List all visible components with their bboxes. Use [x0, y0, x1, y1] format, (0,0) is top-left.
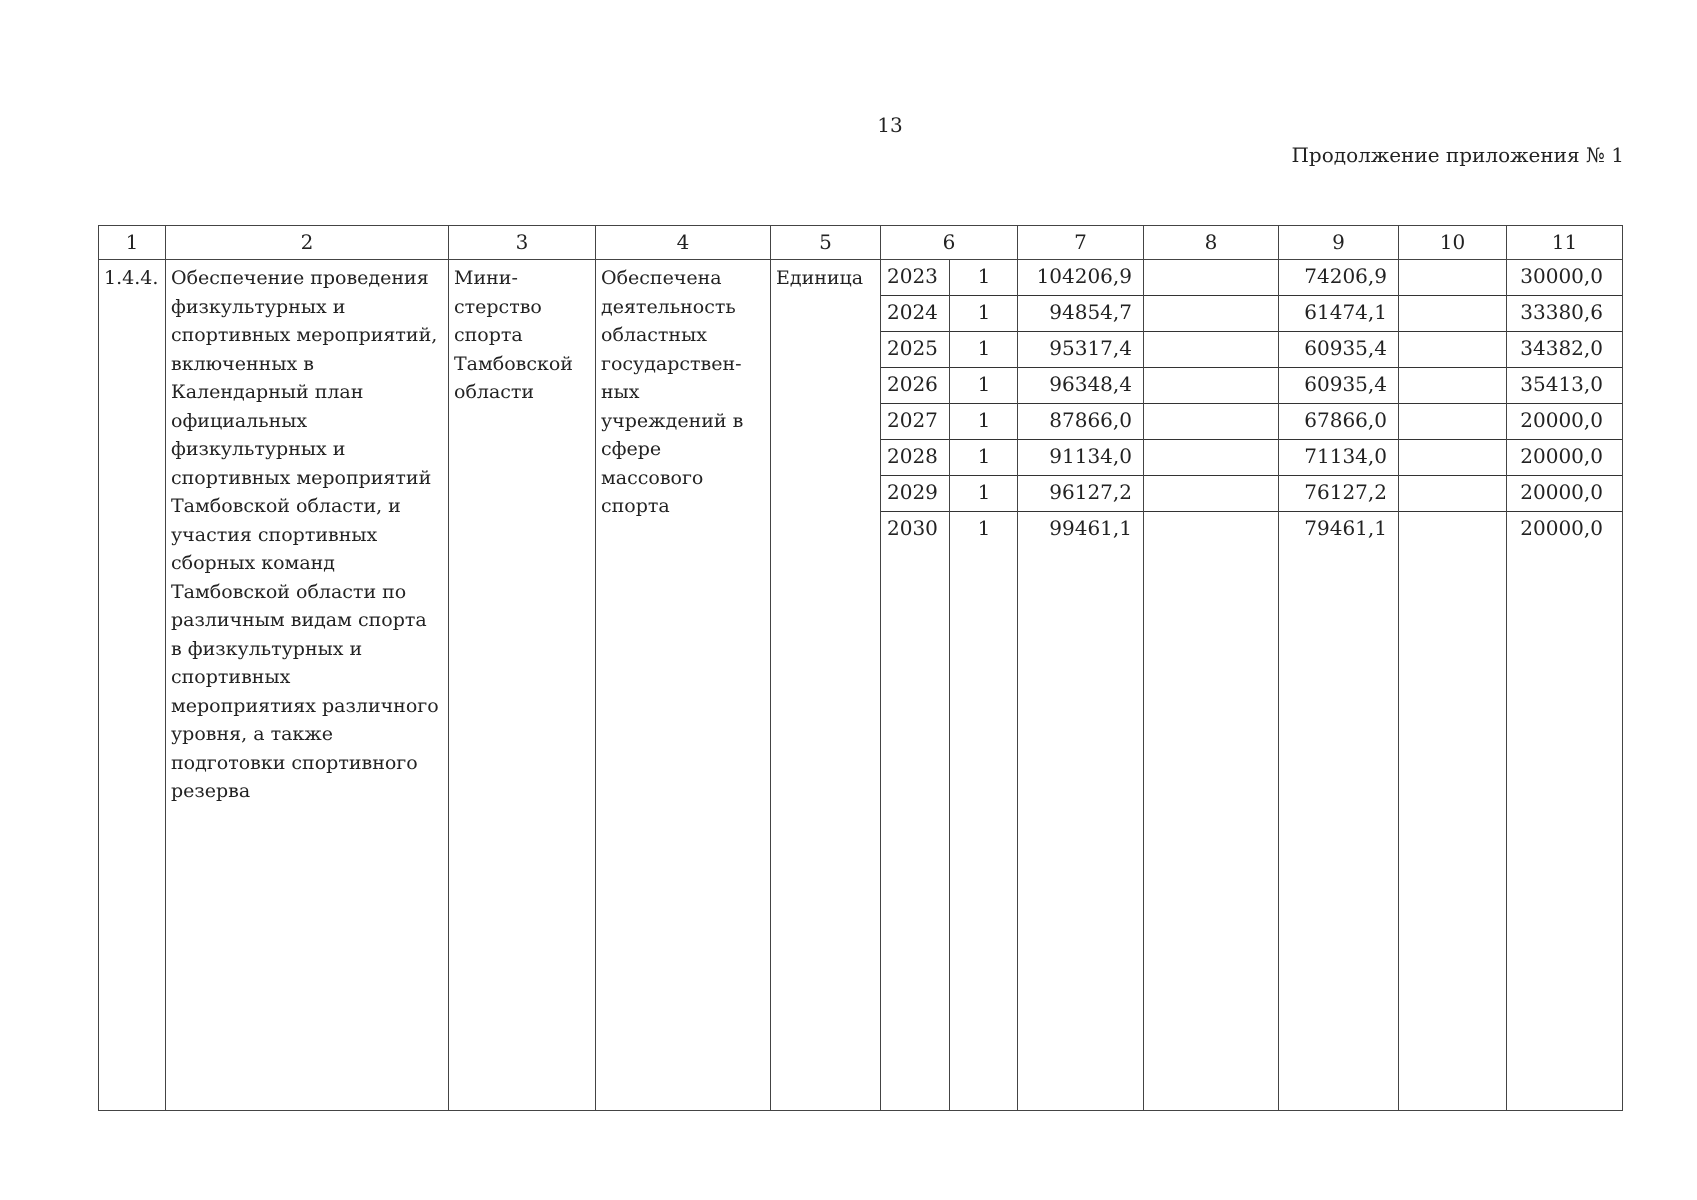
col7-value: 96127,2 [1018, 476, 1144, 512]
col11-value: 20000,0 [1507, 404, 1623, 440]
count-value: 1 [950, 332, 1018, 368]
row-number-cell [99, 260, 166, 1111]
unit-text: Единица [776, 267, 864, 289]
executor-cell [449, 260, 596, 1111]
col8-value [1144, 512, 1279, 547]
col7-value: 96348,4 [1018, 368, 1144, 404]
col8-value [1144, 476, 1279, 512]
col8-value [1144, 368, 1279, 404]
col11-value: 20000,0 [1520, 516, 1603, 540]
count-value: 1 [950, 404, 1018, 440]
year-value: 2029 [881, 476, 950, 512]
measure-text: Обеспечение проведения физкультурных и спортивных мероприятий, включенных в Календарный план официальных физкультурных и спортивных мероприятий Тамбовской области, и участия спортивных сборных команд Тамбовской области по различным видам спорта в физкультурных и спортивных мероприятиях различного уровня, а также подготовки спортивного резерва [171, 267, 439, 802]
col7-value: 87866,0 [1018, 404, 1144, 440]
year-value: 2028 [881, 440, 950, 476]
column-header: 3 [449, 226, 596, 260]
col11-value: 20000,0 [1507, 440, 1623, 476]
count-value: 1 [950, 440, 1018, 476]
col8-value [1144, 260, 1279, 296]
col10-value [1399, 368, 1507, 404]
year-value: 2027 [881, 404, 950, 440]
col8-value [1144, 332, 1279, 368]
column-header: 7 [1018, 226, 1144, 260]
year-value: 2030 [887, 516, 938, 540]
count-value: 1 [950, 260, 1018, 296]
table-row [99, 260, 1623, 1111]
column-header: 6 [881, 226, 1018, 260]
col9-value: 60935,4 [1279, 368, 1399, 404]
unit-cell [771, 260, 881, 1111]
column-header: 4 [596, 226, 771, 260]
column-header: 5 [771, 226, 881, 260]
col8-value [1144, 404, 1279, 440]
col11-value: 20000,0 [1507, 476, 1623, 512]
page-number: 13 [877, 113, 903, 137]
col9-value: 61474,1 [1279, 296, 1399, 332]
count-column [950, 260, 1018, 1111]
col9-column [1279, 260, 1399, 1111]
result-text: Обеспечена деятельность областных государствен- ных учреждений в сфере массового спорта [601, 267, 744, 517]
col10-value [1399, 476, 1507, 512]
count-value: 1 [950, 368, 1018, 404]
col9-value: 74206,9 [1279, 260, 1399, 296]
col11-value: 33380,6 [1507, 296, 1623, 332]
column-header: 2 [166, 226, 449, 260]
col10-value [1399, 404, 1507, 440]
col9-value: 71134,0 [1279, 440, 1399, 476]
col9-value: 60935,4 [1279, 332, 1399, 368]
col8-value [1144, 296, 1279, 332]
col11-column [1507, 260, 1623, 1111]
col9-value: 79461,1 [1304, 516, 1387, 540]
year-column [881, 260, 950, 1111]
column-header: 9 [1279, 226, 1399, 260]
year-value: 2024 [881, 296, 950, 332]
col7-value: 104206,9 [1018, 260, 1144, 296]
row-number: 1.4.4. [104, 267, 159, 289]
column-header: 8 [1144, 226, 1279, 260]
col9-value: 67866,0 [1279, 404, 1399, 440]
col7-value: 91134,0 [1018, 440, 1144, 476]
executor-text: Мини- стерство спорта Тамбовской области [454, 267, 573, 403]
year-value: 2023 [881, 260, 950, 296]
col7-value: 99461,1 [1049, 516, 1132, 540]
col11-value: 34382,0 [1507, 332, 1623, 368]
col11-value: 35413,0 [1507, 368, 1623, 404]
count-value: 1 [977, 516, 991, 540]
col7-value: 94854,7 [1018, 296, 1144, 332]
year-value: 2026 [881, 368, 950, 404]
year-value: 2025 [881, 332, 950, 368]
count-value: 1 [950, 296, 1018, 332]
table-header-row [99, 226, 1623, 260]
col8-column [1144, 260, 1279, 1111]
col10-value [1399, 260, 1507, 296]
col10-value [1399, 332, 1507, 368]
column-header: 10 [1399, 226, 1507, 260]
count-value: 1 [950, 476, 1018, 512]
col7-value: 95317,4 [1018, 332, 1144, 368]
data-table [98, 225, 1623, 1111]
col11-value: 30000,0 [1507, 260, 1623, 296]
col9-value: 76127,2 [1279, 476, 1399, 512]
column-header: 11 [1507, 226, 1623, 260]
measure-cell [166, 260, 449, 1111]
col7-column [1018, 260, 1144, 1111]
col8-value [1144, 440, 1279, 476]
column-header: 1 [99, 226, 166, 260]
col10-value [1399, 440, 1507, 476]
result-cell [596, 260, 771, 1111]
col10-value [1399, 296, 1507, 332]
col10-value [1399, 512, 1507, 547]
col10-column [1399, 260, 1507, 1111]
appendix-note: Продолжение приложения № 1 [1291, 143, 1624, 167]
